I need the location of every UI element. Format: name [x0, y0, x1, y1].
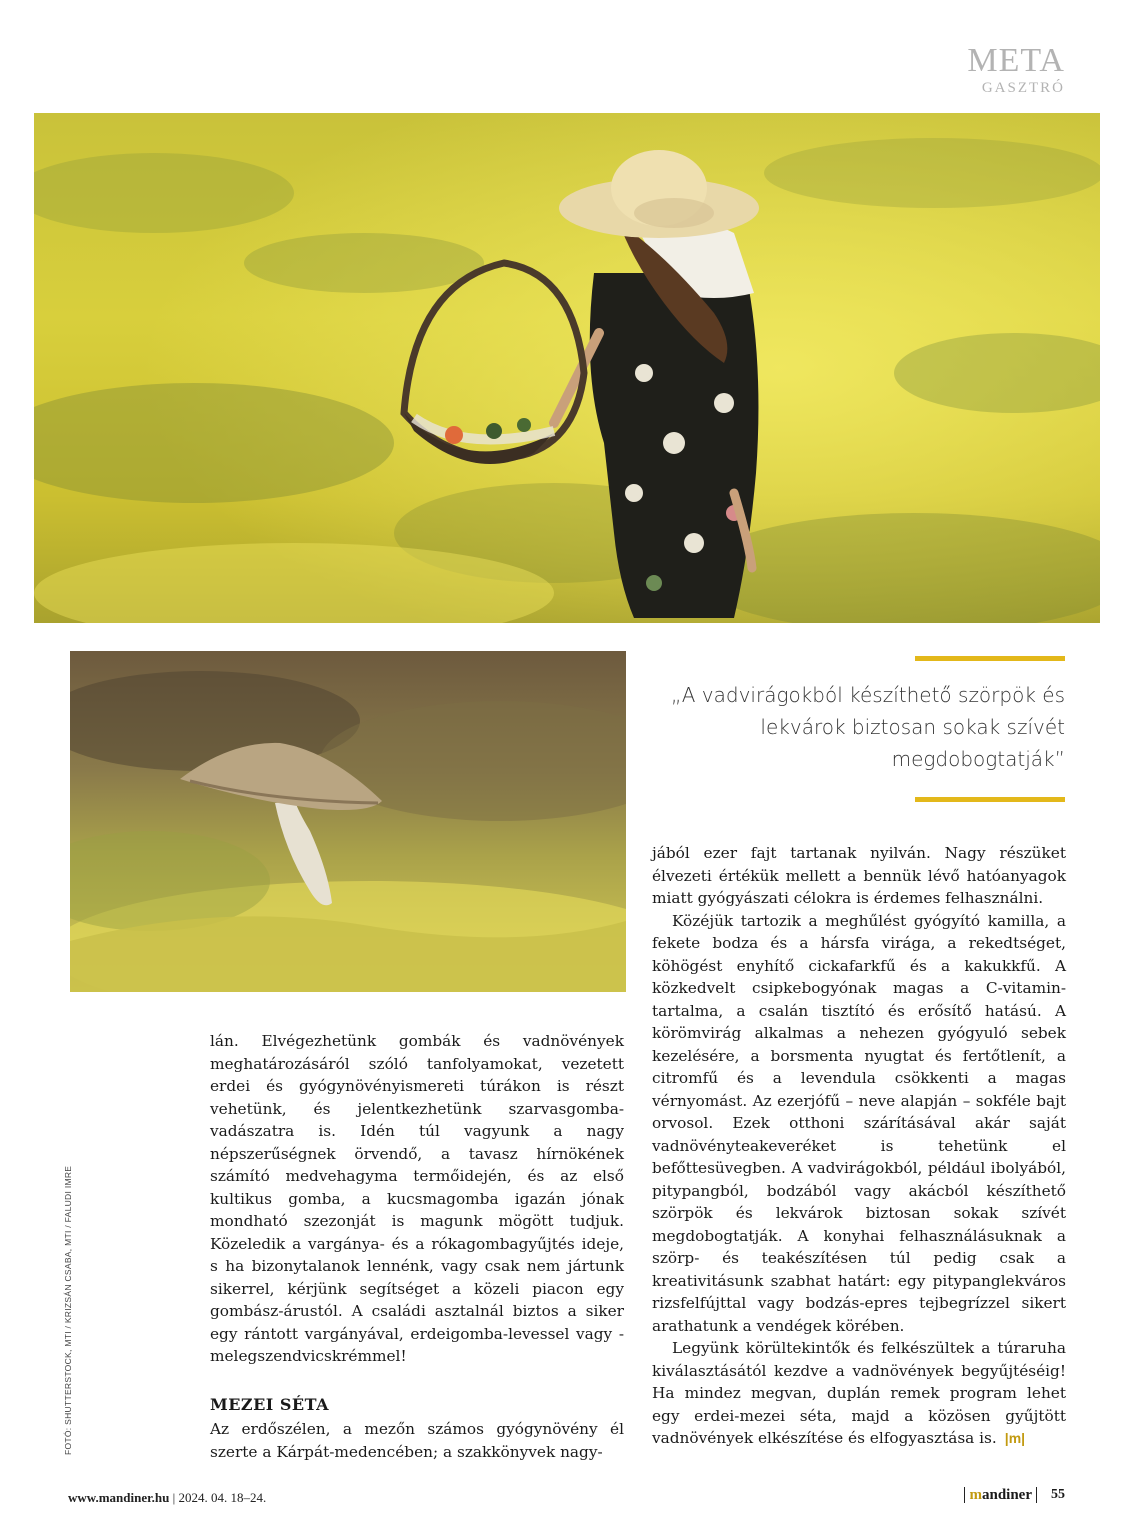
issue-date: 2024. 04. 18–24. — [178, 1490, 267, 1505]
paragraph: Közéjük tartozik a meghűlést gyógyító kamilla, a fekete bodza és a hársfa virága, a rekedtséget, köhögést enyhítő cickafarkfű és a kakukkfű. A közkedvelt csipkebogyónak magas a C-vitamin-tartalma, a csalán tisztító és erősítő hatású. A körömvirág alkalmas a nehezen gyógyuló sebek kezelésére, a borsmenta nyugtat és fertőtlenít, a citromfű és a levendula csökkenti a magas vérnyomást. Az ezerjófű – neve alapján – sokféle bajt orvosol. Ezek otthoni szárításával akár saját vadnövényteakeveréket is tehetünk el befőttesüvegben. A vadvirágokból, például ibolyából, pitypangból, bodzából vagy akácból készíthető szörpök és lekvárok biztosan sokak szívét megdobogtatják. A konyhai felhasználásuknak a szörp- és teakészítésen túl pedig csak a kreativitásunk szabhat határt: egy pitypanglekváros rizsfelfújttal vagy bodzás-epres tejbegrízzel sikert arathatunk a vendégek körében. — [652, 911, 1066, 1335]
photo-credit: FOTÓ: SHUTTERSTOCK, MTI / KRIZSÁN CSABA, MTI / FALUDI IMRE — [63, 1165, 73, 1455]
left-text-column — [210, 1030, 624, 1463]
footer-right — [964, 1487, 1065, 1503]
page-number: 55 — [1051, 1487, 1065, 1502]
paragraph — [652, 1337, 1066, 1450]
section-subtitle: GASZTRÓ — [981, 80, 1065, 96]
section-title: META — [967, 42, 1065, 79]
right-text-column — [652, 842, 1066, 1450]
main-photo-woman-with-basket — [34, 113, 1100, 623]
paragraph: lán. Elvégezhetünk gombák és vadnövények meghatározásáról szóló tanfolyamokat, vezetett erdei és gyógynövényismereti túrákon is részt vehetünk, és jelentkezhetünk szarvasgomba-vadászatra is. Idén túl vagyunk a nagy népszerűségnek örvendő, a tavasz hírnökének számító medvehagyma termőidején, és az első kultikus gomba, a kucsmagomba igazán jónak mondható szezonját is magunk mögött tudjuk. Közeledik a vargánya- és a rókagombagyűjtés ideje, s ha bizonytalanok lennénk, vagy csak nem jártunk sikerrel, kérjünk segítséget a közeli piacon egy gombász-árustól. A családi asztalnál biztos a siker egy rántott vargányával, erdeigomba-levessel vagy -melegszendvicskrémmel! — [210, 1032, 624, 1365]
pull-quote — [650, 656, 1065, 802]
site-url: www.mandiner.hu — [68, 1490, 170, 1505]
paragraph: jából ezer fajt tartanak nyilván. Nagy részüket élvezeti értékük mellett a bennük lévő hatóanyagok miatt gyógyászati célokra is érdemes felhasználni. — [652, 844, 1066, 907]
footer-left — [68, 1490, 266, 1506]
end-mark: |m| — [1004, 1430, 1026, 1446]
pull-quote-text: „A vadvirágokból készíthető szörpök és lekvárok biztosan sokak szívét megdobogtatják” — [671, 683, 1065, 771]
paragraph: Az erdőszélen, a mezőn számos gyógynövény él szerte a Kárpát-medencében; a szakkönyvek nagy- — [210, 1420, 624, 1461]
mushroom-photo — [70, 651, 626, 992]
mandiner-logo — [964, 1487, 1037, 1503]
section-header — [967, 44, 1065, 97]
logo-rest: andiner — [981, 1487, 1032, 1503]
quote-rule-top — [915, 656, 1065, 661]
subheading: MEZEI SÉTA — [210, 1394, 330, 1414]
quote-rule-bottom — [915, 797, 1065, 802]
paragraph-text: Legyünk körültekintők és felkészültek a túraruha kiválasztásától kezdve a vadnövények begyűjtéséig! Ha mindez megvan, duplán remek program lehet egy erdei-mezei séta, majd a közösen gyűjtött vadnövények elkészítése és elfogyasztása is. — [652, 1339, 1066, 1447]
footer-separator: | — [172, 1490, 179, 1505]
logo-m: m — [969, 1487, 982, 1503]
